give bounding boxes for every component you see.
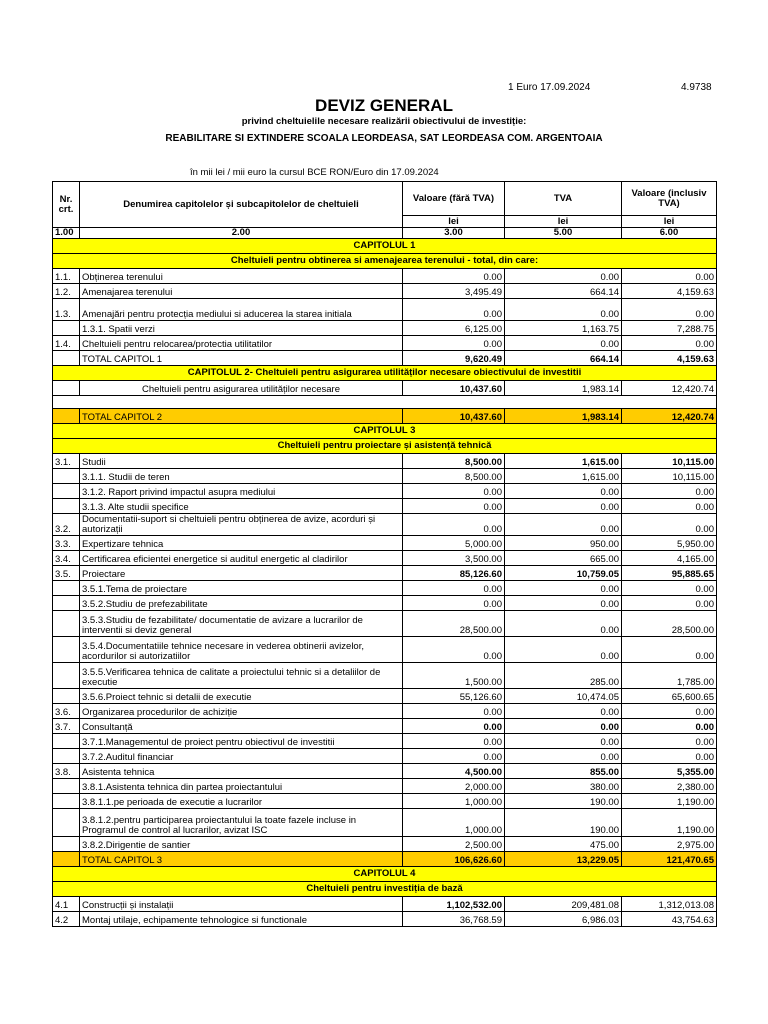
value-without-vat: 0.00 (403, 637, 505, 663)
value-with-vat: 121,470.65 (622, 852, 717, 867)
vat-value: 1,983.14 (505, 381, 622, 396)
col-header-nr: Nr. crt. (53, 182, 80, 228)
row-label: 3.8.1.1.pe perioada de executie a lucrarilor (80, 794, 403, 809)
value-with-vat: 2,975.00 (622, 837, 717, 852)
value-without-vat: 0.00 (403, 499, 505, 514)
table-row (53, 299, 717, 321)
col-index: 1.00 (53, 228, 80, 239)
row-number (53, 611, 80, 637)
table-row (53, 484, 717, 499)
unit-label: lei (403, 216, 505, 228)
row-label: Consultanță (80, 719, 403, 734)
row-number: 1.1. (53, 269, 80, 284)
value-with-vat: 5,355.00 (622, 764, 717, 779)
row-label: 3.8.2.Dirigentie de santier (80, 837, 403, 852)
value-with-vat: 0.00 (622, 734, 717, 749)
row-label: Proiectare (80, 566, 403, 581)
value-without-vat: 0.00 (403, 581, 505, 596)
value-without-vat: 2,500.00 (403, 837, 505, 852)
section-title: Cheltuieli pentru investiția de bază (53, 882, 717, 897)
vat-value: 0.00 (505, 749, 622, 764)
row-label: Asistenta tehnica (80, 764, 403, 779)
row-label: 3.7.1.Managementul de proiect pentru obiectivul de investitii (80, 734, 403, 749)
vat-value: 855.00 (505, 764, 622, 779)
vat-value: 0.00 (505, 514, 622, 536)
value-without-vat: 55,126.60 (403, 689, 505, 704)
row-label: 3.5.6.Proiect tehnic si detalii de executie (80, 689, 403, 704)
vat-value: 664.14 (505, 284, 622, 299)
section-title: CAPITOLUL 2- Cheltuieli pentru asigurarea utilităților necesare obiectivului de investitii (53, 366, 717, 381)
row-number (53, 596, 80, 611)
row-label: Amenajări pentru protecția mediului si aducerea la starea initiala (80, 299, 403, 321)
value-without-vat: 5,000.00 (403, 536, 505, 551)
value-without-vat: 0.00 (403, 336, 505, 351)
unit-label: lei (505, 216, 622, 228)
row-number (53, 809, 80, 837)
value-without-vat: 1,500.00 (403, 663, 505, 689)
section-title: CAPITOLUL 3 (53, 424, 717, 439)
vat-value: 0.00 (505, 484, 622, 499)
value-without-vat: 6,125.00 (403, 321, 505, 336)
col-index: 2.00 (80, 228, 403, 239)
col-index: 5.00 (505, 228, 622, 239)
row-number (53, 409, 80, 424)
vat-value: 475.00 (505, 837, 622, 852)
value-with-vat: 10,115.00 (622, 469, 717, 484)
vat-value: 0.00 (505, 269, 622, 284)
row-label: 3.1.2. Raport privind impactul asupra mediului (80, 484, 403, 499)
vat-value: 209,481.08 (505, 897, 622, 912)
row-label: Amenajarea terenului (80, 284, 403, 299)
vat-value: 0.00 (505, 336, 622, 351)
value-with-vat: 0.00 (622, 299, 717, 321)
value-without-vat: 0.00 (403, 299, 505, 321)
row-label: 3.7.2.Auditul financiar (80, 749, 403, 764)
row-number (53, 852, 80, 867)
table-row (53, 269, 717, 284)
value-without-vat: 106,626.60 (403, 852, 505, 867)
value-with-vat: 7,288.75 (622, 321, 717, 336)
table-row (53, 611, 717, 637)
row-label: TOTAL CAPITOL 1 (80, 351, 403, 366)
vat-value: 0.00 (505, 637, 622, 663)
section-title: CAPITOLUL 4 (53, 867, 717, 882)
table-row (53, 912, 717, 927)
currency-note: în mii lei / mii euro la cursul BCE RON/Euro din 17.09.2024 (190, 167, 439, 178)
table-row (53, 704, 717, 719)
unit-label: lei (622, 216, 717, 228)
section-header-row (53, 867, 717, 882)
value-with-vat: 4,159.63 (622, 351, 717, 366)
row-number: 1.3. (53, 299, 80, 321)
col-header-name: Denumirea capitolelor și subcapitolelor de cheltuieli (80, 182, 403, 228)
vat-value: 6,986.03 (505, 912, 622, 927)
value-with-vat: 12,420.74 (622, 409, 717, 424)
value-with-vat: 0.00 (622, 581, 717, 596)
row-number (53, 469, 80, 484)
table-row (53, 499, 717, 514)
value-without-vat: 4,500.00 (403, 764, 505, 779)
row-label: 3.5.4.Documentatiile tehnice necesare in vederea obtinerii avizelor, acordurilor si autorizatiilor (80, 637, 403, 663)
section-header-row (53, 882, 717, 897)
table-row (53, 514, 717, 536)
row-label: 3.5.2.Studiu de prefezabilitate (80, 596, 403, 611)
table-row (53, 897, 717, 912)
value-without-vat: 1,102,532.00 (403, 897, 505, 912)
table-row (53, 321, 717, 336)
row-label: 3.8.1.Asistenta tehnica din partea proiectantului (80, 779, 403, 794)
blank-row (53, 396, 717, 409)
value-with-vat: 1,190.00 (622, 794, 717, 809)
vat-value: 1,983.14 (505, 409, 622, 424)
vat-value: 665.00 (505, 551, 622, 566)
exchange-rate-value: 4.9738 (681, 82, 712, 93)
section-title: Cheltuieli pentru obtinerea si amenajearea terenului - total, din care: (53, 254, 717, 269)
section-header-row (53, 239, 717, 254)
project-name: REABILITARE SI EXTINDERE SCOALA LEORDEASA, SAT LEORDEASA COM. ARGENTOAIA (165, 133, 603, 144)
row-label: Montaj utilaje, echipamente tehnologice si functionale (80, 912, 403, 927)
table-row (53, 809, 717, 837)
value-without-vat: 3,495.49 (403, 284, 505, 299)
row-label: 3.1.1. Studii de teren (80, 469, 403, 484)
page-subtitle: privind cheltuielile necesare realizării obiectivului de investiție: (241, 116, 527, 127)
value-without-vat: 0.00 (403, 749, 505, 764)
row-label: Organizarea procedurilor de achiziție (80, 704, 403, 719)
value-with-vat: 0.00 (622, 269, 717, 284)
row-number (53, 581, 80, 596)
col-header-value: Valoare (fără TVA) (403, 182, 505, 216)
value-without-vat: 0.00 (403, 484, 505, 499)
value-with-vat: 95,885.65 (622, 566, 717, 581)
value-without-vat: 1,000.00 (403, 794, 505, 809)
value-without-vat: 3,500.00 (403, 551, 505, 566)
value-without-vat: 10,437.60 (403, 381, 505, 396)
table-row (53, 764, 717, 779)
table-row (53, 734, 717, 749)
vat-value: 664.14 (505, 351, 622, 366)
row-label: Obținerea terenului (80, 269, 403, 284)
value-without-vat: 0.00 (403, 269, 505, 284)
section-title: CAPITOLUL 1 (53, 239, 717, 254)
row-number (53, 734, 80, 749)
row-number (53, 381, 80, 396)
row-label: 3.1.3. Alte studii specifice (80, 499, 403, 514)
table-row (53, 637, 717, 663)
table-row (53, 749, 717, 764)
vat-value: 190.00 (505, 794, 622, 809)
value-with-vat: 65,600.65 (622, 689, 717, 704)
value-without-vat: 85,126.60 (403, 566, 505, 581)
vat-value: 1,615.00 (505, 454, 622, 469)
vat-value: 0.00 (505, 596, 622, 611)
vat-value: 10,474.05 (505, 689, 622, 704)
table-row (53, 381, 717, 396)
vat-value: 190.00 (505, 809, 622, 837)
value-with-vat: 0.00 (622, 596, 717, 611)
row-number: 3.2. (53, 514, 80, 536)
vat-value: 0.00 (505, 581, 622, 596)
value-with-vat: 1,785.00 (622, 663, 717, 689)
row-number: 3.3. (53, 536, 80, 551)
value-with-vat: 28,500.00 (622, 611, 717, 637)
row-label: Construcții și instalații (80, 897, 403, 912)
row-label: Studii (80, 454, 403, 469)
table-row (53, 469, 717, 484)
vat-value: 0.00 (505, 299, 622, 321)
value-with-vat: 4,159.63 (622, 284, 717, 299)
value-without-vat: 8,500.00 (403, 469, 505, 484)
table-row (53, 663, 717, 689)
value-with-vat: 0.00 (622, 336, 717, 351)
value-without-vat: 28,500.00 (403, 611, 505, 637)
value-with-vat: 4,165.00 (622, 551, 717, 566)
value-without-vat: 2,000.00 (403, 779, 505, 794)
vat-value: 0.00 (505, 704, 622, 719)
row-label: 1.3.1. Spatii verzi (80, 321, 403, 336)
row-number (53, 484, 80, 499)
row-number (53, 837, 80, 852)
value-without-vat: 0.00 (403, 514, 505, 536)
row-label: 3.5.1.Tema de proiectare (80, 581, 403, 596)
row-label: Documentatii-suport si cheltuieli pentru obținerea de avize, acorduri și autorizații (80, 514, 403, 536)
row-label: Cheltuieli pentru relocarea/protectia utilitatilor (80, 336, 403, 351)
value-with-vat: 0.00 (622, 637, 717, 663)
table-row (53, 779, 717, 794)
value-with-vat: 43,754.63 (622, 912, 717, 927)
total-row (53, 351, 717, 366)
row-number (53, 637, 80, 663)
row-number (53, 351, 80, 366)
row-number: 3.1. (53, 454, 80, 469)
value-without-vat: 9,620.49 (403, 351, 505, 366)
table-row (53, 551, 717, 566)
vat-value: 1,615.00 (505, 469, 622, 484)
page-title: DEVIZ GENERAL (315, 96, 453, 115)
row-number: 3.8. (53, 764, 80, 779)
value-with-vat: 0.00 (622, 499, 717, 514)
value-with-vat: 12,420.74 (622, 381, 717, 396)
value-without-vat: 0.00 (403, 596, 505, 611)
table-row (53, 581, 717, 596)
value-with-vat: 0.00 (622, 749, 717, 764)
col-index: 6.00 (622, 228, 717, 239)
value-with-vat: 0.00 (622, 484, 717, 499)
row-label: TOTAL CAPITOL 3 (80, 852, 403, 867)
table-row (53, 689, 717, 704)
value-without-vat: 1,000.00 (403, 809, 505, 837)
section-header-row (53, 439, 717, 454)
row-number: 1.2. (53, 284, 80, 299)
total-row (53, 409, 717, 424)
row-number (53, 321, 80, 336)
vat-value: 13,229.05 (505, 852, 622, 867)
value-with-vat: 5,950.00 (622, 536, 717, 551)
vat-value: 0.00 (505, 499, 622, 514)
table-row (53, 596, 717, 611)
exchange-rate-label: 1 Euro 17.09.2024 (508, 82, 591, 93)
section-title: Cheltuieli pentru proiectare și asistență tehnică (53, 439, 717, 454)
value-without-vat: 10,437.60 (403, 409, 505, 424)
vat-value: 0.00 (505, 611, 622, 637)
value-with-vat: 1,190.00 (622, 809, 717, 837)
table-row (53, 719, 717, 734)
vat-value: 380.00 (505, 779, 622, 794)
row-label: Expertizare tehnica (80, 536, 403, 551)
value-with-vat: 2,380.00 (622, 779, 717, 794)
col-index: 3.00 (403, 228, 505, 239)
row-number (53, 663, 80, 689)
row-label: TOTAL CAPITOL 2 (80, 409, 403, 424)
row-number: 3.5. (53, 566, 80, 581)
table-row (53, 837, 717, 852)
row-number: 3.4. (53, 551, 80, 566)
value-with-vat: 1,312,013.08 (622, 897, 717, 912)
vat-value: 0.00 (505, 719, 622, 734)
value-with-vat: 10,115.00 (622, 454, 717, 469)
col-header-total: Valoare (inclusiv TVA) (622, 182, 717, 216)
vat-value: 285.00 (505, 663, 622, 689)
row-number: 3.7. (53, 719, 80, 734)
table-row (53, 794, 717, 809)
total-row (53, 852, 717, 867)
value-with-vat: 0.00 (622, 514, 717, 536)
row-number (53, 689, 80, 704)
row-label: 3.5.3.Studiu de fezabilitate/ documentatie de avizare a lucrarilor de interventii si deviz general (80, 611, 403, 637)
row-number (53, 794, 80, 809)
row-label: Certificarea eficientei energetice si auditul energetic al cladirilor (80, 551, 403, 566)
table-row (53, 536, 717, 551)
row-number (53, 749, 80, 764)
value-without-vat: 36,768.59 (403, 912, 505, 927)
col-header-tva: TVA (505, 182, 622, 216)
value-without-vat: 0.00 (403, 704, 505, 719)
row-number: 4.2 (53, 912, 80, 927)
section-header-row (53, 424, 717, 439)
vat-value: 1,163.75 (505, 321, 622, 336)
row-number: 1.4. (53, 336, 80, 351)
table-row (53, 454, 717, 469)
table-row (53, 284, 717, 299)
section-header-row (53, 366, 717, 381)
section-header-row (53, 254, 717, 269)
row-label: 3.8.1.2.pentru participarea proiectantului la toate fazele incluse in Programul de control al lucrarilor, avizat ISC (80, 809, 403, 837)
value-without-vat: 8,500.00 (403, 454, 505, 469)
blank-cell (53, 396, 717, 409)
value-without-vat: 0.00 (403, 719, 505, 734)
value-with-vat: 0.00 (622, 704, 717, 719)
row-number: 3.6. (53, 704, 80, 719)
vat-value: 950.00 (505, 536, 622, 551)
row-number (53, 779, 80, 794)
value-without-vat: 0.00 (403, 734, 505, 749)
table-row (53, 336, 717, 351)
row-label: Cheltuieli pentru asigurarea utilităților necesare (80, 381, 403, 396)
row-label: 3.5.5.Verificarea tehnica de calitate a proiectului tehnic si a detaliilor de executie (80, 663, 403, 689)
row-number (53, 499, 80, 514)
vat-value: 0.00 (505, 734, 622, 749)
table-row (53, 566, 717, 581)
value-with-vat: 0.00 (622, 719, 717, 734)
row-number: 4.1 (53, 897, 80, 912)
vat-value: 10,759.05 (505, 566, 622, 581)
budget-table (52, 181, 717, 927)
